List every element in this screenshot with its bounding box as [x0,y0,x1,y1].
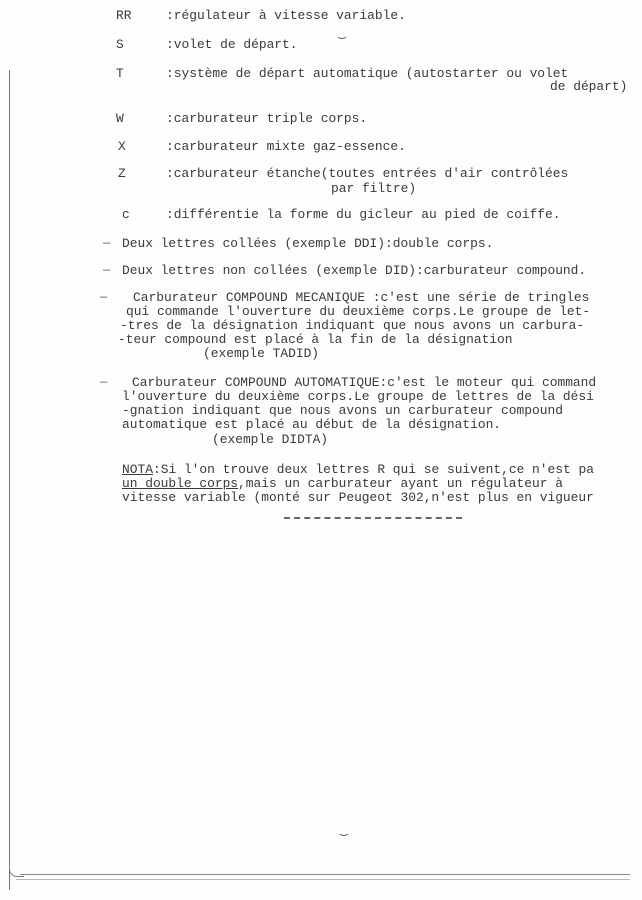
automatique-example: (exemple DIDTA) [212,432,329,447]
nota-line-2-rest: ,mais un carburateur ayant un régulateur à [238,476,563,491]
bullet-dash: — [100,290,108,304]
definition-t-cont: de départ) [550,79,628,94]
bullet-dash: — [100,375,108,389]
bottom-rule [20,874,630,875]
automatique-line-4: automatique est placé au début de la désignation. [122,417,502,432]
nota-label: NOTA [122,462,153,477]
rule-double: Deux lettres collées (exemple DDI):double corps. [122,236,494,251]
definition-z: :carburateur étanche(toutes entrées d'air contrôlées [166,166,569,181]
bullet-dash: — [103,236,111,250]
definition-t: :système de départ automatique (autostarter ou volet [166,66,569,81]
pen-mark: ‿ [340,822,348,837]
nota-line-1: :Si l'on trouve deux lettres R qui se suivent,ce n'est pa [153,462,594,477]
definition-w: :carburateur triple corps. [166,111,368,126]
code-t: T [116,66,124,81]
definition-s: :volet de départ. [166,37,298,52]
automatique-line-3: -gnation indiquant que nous avons un carburateur compound [122,403,563,418]
rule-compound: Deux lettres non collées (exemple DID):carburateur compound. [122,263,587,278]
left-margin-rule [9,70,10,890]
mecanique-line-4: -teur compound est placé à la fin de la désignation [118,332,513,347]
mecanique-line-1: Carburateur COMPOUND MECANIQUE :c'est une série de tringles [133,290,590,305]
bullet-dash: — [103,263,111,277]
code-z: Z [118,166,126,181]
bottom-rule-shadow [16,879,630,880]
nota-line-2 [122,476,563,491]
mecanique-example: (exemple TADID) [203,346,320,361]
definition-c: :différentie la forme du gicleur au pied de coiffe. [166,207,561,222]
code-x: X [118,139,126,154]
mecanique-line-2: qui commande l'ouverture du deuxième corps.Le groupe de let- [126,304,591,319]
nota-underlined: un double corps [122,476,239,491]
automatique-line-2: l'ouverture du deuxième corps.Le groupe de lettres de la dési [122,389,594,404]
code-s: S [116,37,124,52]
code-w: W [116,111,124,126]
definition-z-cont: par filtre) [331,181,417,196]
dashed-separator [284,517,462,519]
nota-line-3: vitesse variable (monté sur Peugeot 302,n'est plus en vigueur [122,490,594,505]
mecanique-line-3: -tres de la désignation indiquant que nous avons un carbura- [120,318,585,333]
code-c: c [122,207,130,222]
code-rr: RR [116,8,132,23]
pen-mark: ‿ [338,25,346,40]
definition-rr: :régulateur à vitesse variable. [166,8,406,23]
automatique-line-1: Carburateur COMPOUND AUTOMATIQUE:c'est le moteur qui command [132,375,597,390]
definition-x: :carburateur mixte gaz-essence. [166,139,406,154]
